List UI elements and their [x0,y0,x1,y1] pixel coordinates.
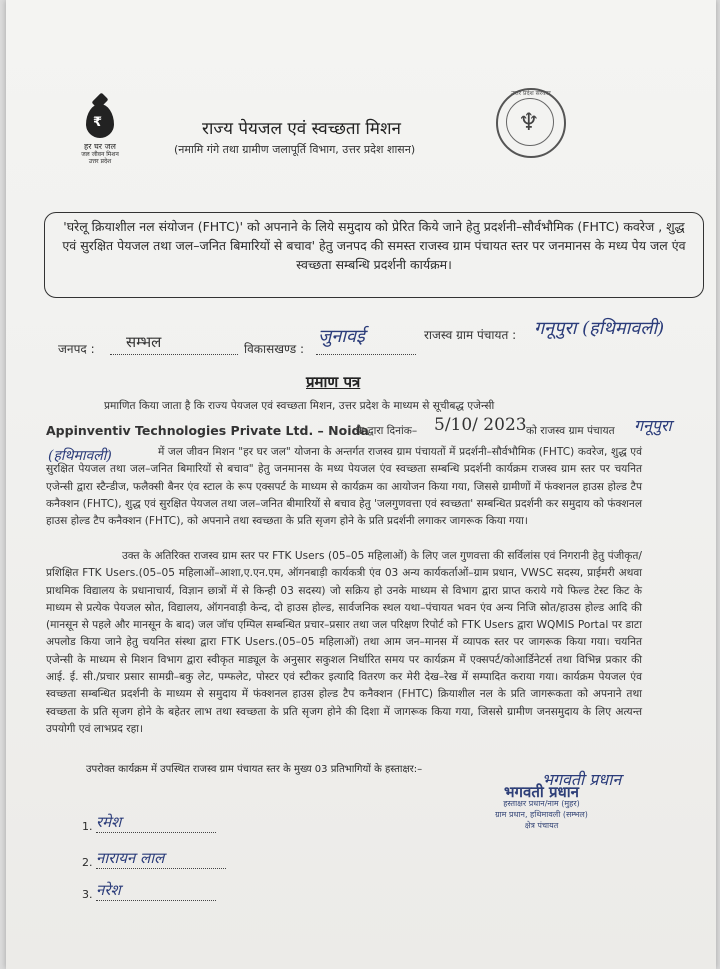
signature-number: 2. [82,856,93,869]
water-drop-icon: ₹ [86,104,114,138]
signature-row [82,848,226,869]
signature-name: नरेश [96,881,121,899]
stamp-line1: हस्ताक्षर प्रधान/नाम (मुहर) [503,799,580,808]
signature-number: 1. [82,820,93,833]
janpad-value: सम्भल [126,333,162,351]
signature-number: 3. [82,888,93,901]
village2-handwritten: (हथिमावली) [48,448,112,464]
janpad-label: जनपद : [58,342,95,356]
panchayat-label: राजस्व ग्राम पंचायत : [424,328,517,342]
vikaskhand-label: विकासखण्ड : [244,342,305,356]
para1-body: में जल जीवन मिशन "हर घर जल" योजना के अन्तर्गत राजस्व ग्राम पंचायतों में प्रदर्शनी–सौर्वभौमिक (FHTC) कवरेज, शुद्ध एवं सुरक्षित पेयजल तथा जल–जनित बिमारियों से बचाव" हेतु जनमानस के मध्य पेयजल एंव स्वच्छता सम्बन्धि प्रदर्शनी कार्यक्रम राजस्व ग्राम स्तर पर चयनित एजेन्सी द्वारा स्टैन्डीज, फलैक्सी बैनर एंव स्टाल के रूप एक्सपर्ट के माध्यम से कार्यक्रम का आयोजन किया गया, जिससे ग्रामीणों में फंक्शनल हाउस होल्ड टैप कनैक्शन (FHTC), शुद्ध एवं सुरक्षित पेयजल तथा जल–जनित बीमारियों से बचाव हेतु 'जलगुणवत्ता एवं स्वच्छता' सम्बन्धित प्रदर्शनी कर समुदाय को फंक्शनल हाउस होल्ड टैप कनैक्शन (FHTC), को अपनाने तथा स्वच्छता के प्रति सृजग होने के प्रति प्रदर्शनी लगाकर जागरूक किया गया। [46,446,642,528]
vikaskhand-value: जुनावई [318,326,365,347]
pradhan-stamp [454,770,629,831]
janpad-dots [110,354,238,355]
mission-title: राज्य पेयजल एवं स्वच्छता मिशन [202,119,401,139]
agency-name: Appinventiv Technologies Private Ltd. – Noida [46,423,369,438]
certificate-heading: प्रमाण पत्र [306,373,361,391]
signature-name: रमेश [96,813,122,831]
logo-line3: उत्तर प्रदेश [88,158,112,165]
date-label: के द्वारा दिनांक– [356,425,418,437]
logo-line1: हर घर जल [84,142,116,151]
pradhan-signature: भगवती प्रधान [541,770,622,789]
date-after-text: को राजस्व ग्राम पंचायत [526,425,615,437]
up-government-seal [496,88,566,158]
stamp-line3: क्षेत्र पंचायत [524,821,559,830]
signature-name: नारायन लाल [96,849,165,867]
logo-line2: जल जीवन मिशन [81,151,119,158]
para2-body: उक्त के अतिरिक्त राजस्व ग्राम स्तर पर FTK Users (05–05 महिलाओं) के लिए जल गुणवत्ता की सर्विलांस एवं निगरानी हेतु पंजीकृत/प्रशिक्षित FTK Users.(05–05 महिलाओं–आशा,ए.एन.एम, ऑगनबाड़ी कार्यकत्री एंव 03 अन्य कार्यकर्ताओं–ग्राम प्रधान, VWSC सदस्य, प्राईमरी अथवा प्राथमिक विद्यालय के प्रधानाचार्य, विज्ञान छात्रों में से किन्ही 03 सदस्य) जो सक्रिय हो उनके माध्यम से विभाग द्वारा प्राप्त कराये गये फिल्ड टेस्ट किट के माध्यम से प्रत्येक पेयजल स्रोत, विद्यालय, ऑगनवाड़ी केन्द, दो हाउस होल्ड, सार्वजनिक स्थल यथा–पंचायत भवन एंव अन्य निजि स्रोत/हाउस होल्ड आदि की (मानसून से पहले और मानसून के बाद) जल जॉच एम्पिल सम्बन्धित प्रचार–प्रसार तथा जल परिक्षण रिपोर्ट को FTK Users द्वारा WQMIS Portal पर डाटा अपलोड किया जाने हेतु चयनित संस्था द्वारा FTK Users.(05–05 महिलाओं) तथा आम जन–मानस में व्यापक स्तर पर जागरूक किया गया। चयनित एजेन्सी के माध्यम से मिशन विभाग द्वारा स्वीकृत माड्यूल के अनुसार सकुशल निर्धारित समय पर कार्यक्रम में एक्सपर्ट/कोआर्डिनेटर्स तथा विभिन्न प्रकार की आई. ई. सी./प्रचार प्रसार सामग्री–बकु लेट, पम्फलेट, पोस्टर एवं स्टीकर इत्यादि वितरण कर मेरी देख–रेख में सम्पादित कराया गया। कार्यक्रम पेयजल एंव स्वच्छता सम्बन्धित प्रदर्शनी के माध्यम से समुदाय में फंक्शनल हाउस होल्ड टैप कनैक्शन (FHTC) क्रियाशील नल के प्रति जागरूकता को अपनाने तथा स्वच्छता के प्रति सृजग होने के बहेतर लाभ तथा स्वच्छता के प्रति सृजग होने की दिशा में जागरूक किया गया, जिससे ग्रामीण जनसमुदाय के लिए अत्यन्त उपयोगी एवं लाभप्रद रहा। [46,550,642,735]
har-ghar-jal-logo [72,104,128,165]
emblem-icon: ♆ [518,108,540,136]
mission-subtitle: (नमामि गंगे तथा ग्रामीण जलापूर्ति विभाग, उत्तर प्रदेश शासन) [174,143,416,156]
seal-text: उत्तर प्रदेश सरकार [511,90,551,97]
signatures-intro: उपरोक्त कार्यक्रम में उपस्थित राजस्व ग्राम पंचायत स्तर के मुख्य 03 प्रतिभागियों के हस्ताक्षर:– [86,764,423,775]
vikaskhand-dots [316,354,416,355]
signature-row [82,812,216,833]
document-page [6,0,716,969]
date-value: 5/10/ 2023 [434,415,527,435]
stamp-line2: ग्राम प्रधान, हथिमावली (सम्भल) [495,810,588,819]
program-title-box: 'घरेलू क्रियाशील नल संयोजन (FHTC)' को अपनाने के लिये समुदाय को प्रेरित किये जाने हेतु प्रदर्शनी–सौर्वभौमिक (FHTC) कवरेज , शुद्ध एवं सुरक्षित पेयजल तथा जल–जनित बिमारियों से बचाव' हेतु जनपद की समस्त राजस्व ग्राम पंचायत स्तर पर जनमानस के मध्य पेय जल एंव स्वच्छता सम्बन्धि प्रदर्शनी कार्यक्रम। [44,212,704,298]
signature-row [82,880,216,901]
panchayat-value: गनूपुरा (हथिमावली) [534,318,665,339]
stamp-name: भगवती प्रधान [504,783,579,801]
para1-intro: प्रमाणित किया जाता है कि राज्य पेयजल एवं स्वच्छता मिशन, उत्तर प्रदेश के माध्यम से सूचीबद्ध एजेन्सी [104,400,495,412]
village-handwritten: गनूपुरा [634,416,672,435]
